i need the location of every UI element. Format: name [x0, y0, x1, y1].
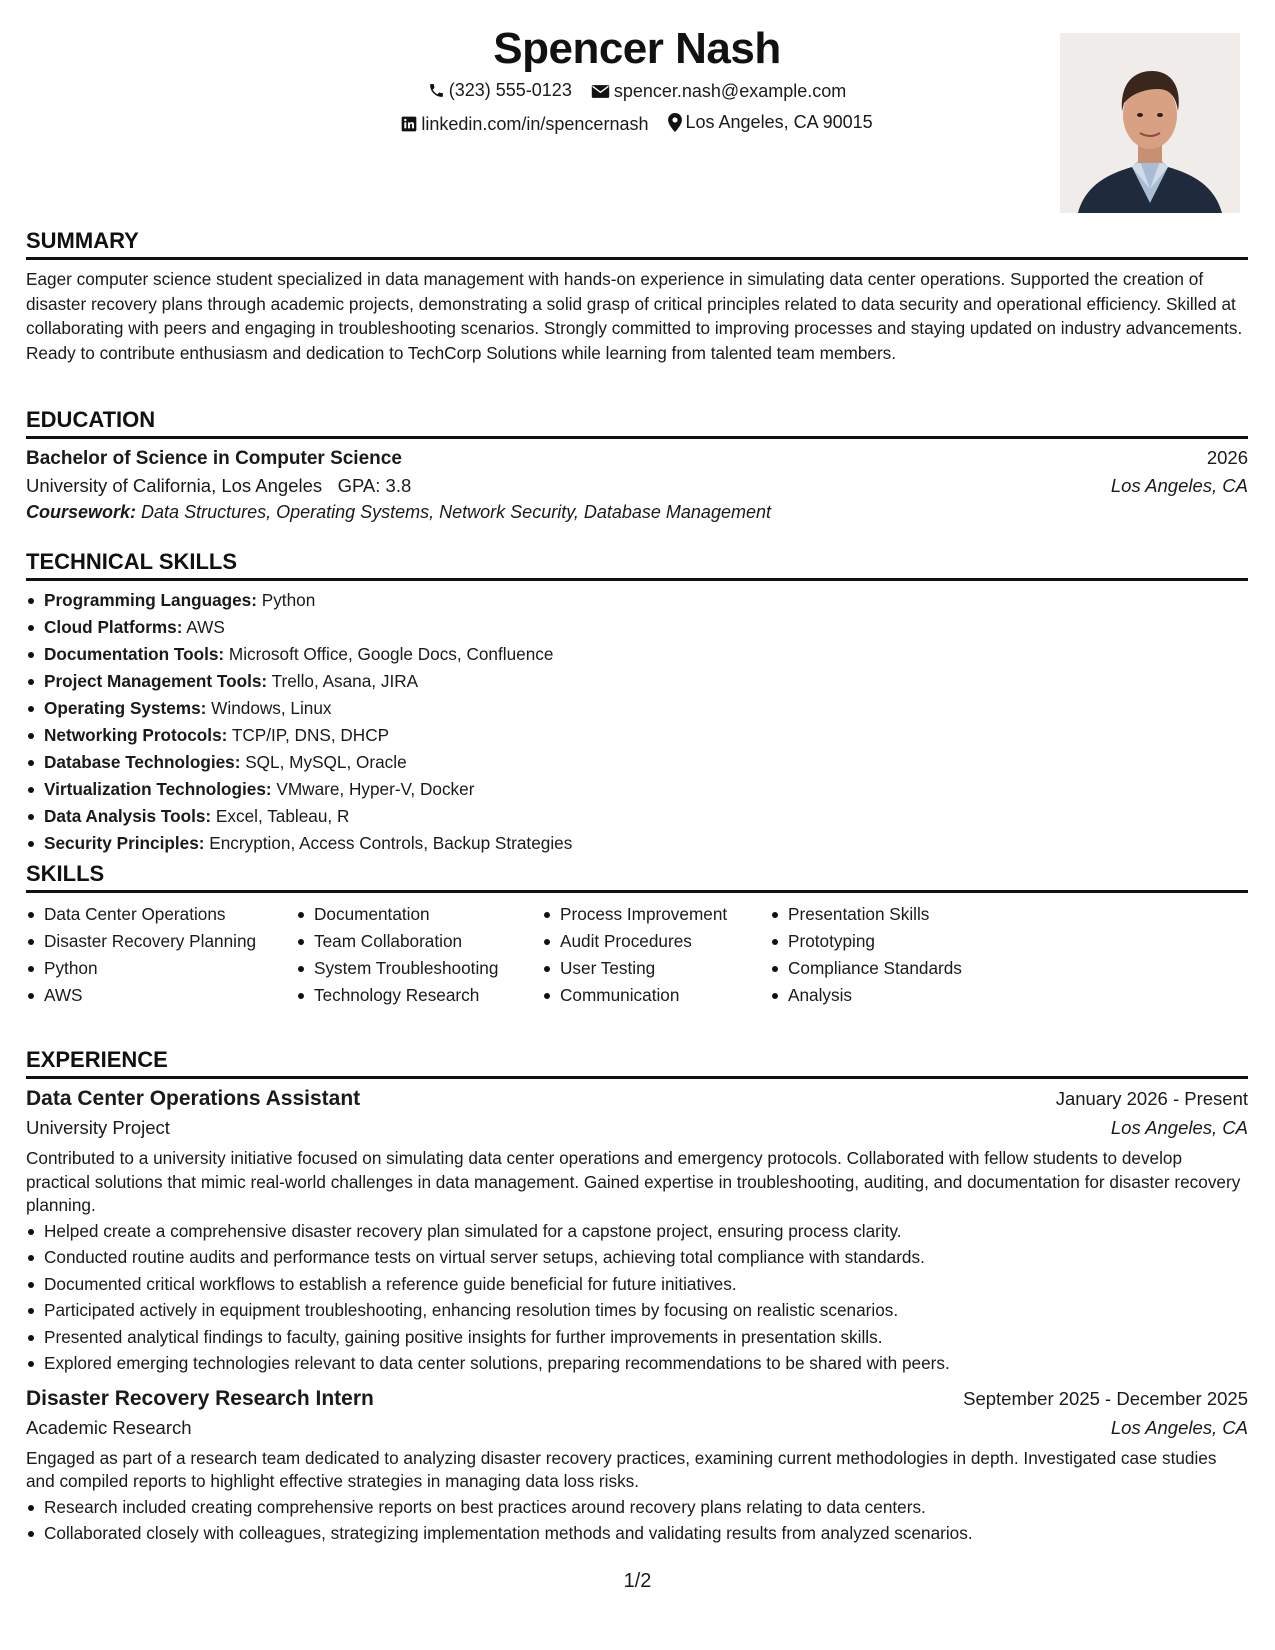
summary-section	[26, 226, 1248, 365]
degree-row	[26, 447, 1248, 470]
list-item	[26, 695, 1248, 722]
envelope-icon	[591, 84, 610, 99]
skill-values: Excel, Tableau, R	[215, 806, 350, 826]
skills-heading: SKILLS	[26, 861, 105, 886]
contact-location	[668, 112, 873, 133]
job-title-row	[26, 1387, 1248, 1411]
list-item: Presentation Skills	[770, 901, 1030, 928]
resume-header	[26, 20, 1248, 220]
skill-values: SQL, MySQL, Oracle	[245, 752, 407, 772]
skills-column-1	[26, 901, 296, 1009]
list-item: Helped create a comprehensive disaster recovery plan simulated for a capstone project, ensuring process clarity.	[26, 1218, 1248, 1245]
skill-category: Data Analysis Tools:	[44, 806, 212, 826]
list-item	[26, 641, 1248, 668]
list-item: User Testing	[542, 955, 770, 982]
skill-values: Trello, Asana, JIRA	[271, 671, 419, 691]
section-divider	[26, 436, 1248, 439]
technical-skills-heading: TECHNICAL SKILLS	[26, 549, 238, 574]
contact-email[interactable]	[591, 81, 846, 102]
list-item	[26, 587, 1248, 614]
linkedin-icon	[401, 116, 417, 132]
coursework-list: Data Structures, Operating Systems, Network Security, Database Management	[141, 502, 771, 522]
skills-column-4	[770, 901, 1030, 1009]
skill-category: Operating Systems:	[44, 698, 207, 718]
list-item: Documented critical workflows to establish a reference guide beneficial for future initiatives.	[26, 1271, 1248, 1298]
experience-entry	[26, 1387, 1248, 1547]
job-dates: September 2025 - December 2025	[963, 1387, 1248, 1409]
page-number: 1/2	[623, 1570, 652, 1592]
portrait-image	[1060, 33, 1240, 213]
section-divider	[26, 578, 1248, 581]
list-item: Analysis	[770, 982, 1030, 1009]
job-location: Los Angeles, CA	[1110, 1416, 1248, 1438]
school-location: Los Angeles, CA	[1110, 475, 1248, 496]
list-item: Process Improvement	[542, 901, 770, 928]
list-item	[26, 668, 1248, 695]
list-item: System Troubleshooting	[296, 955, 542, 982]
list-item	[26, 722, 1248, 749]
job-title: Data Center Operations Assistant	[26, 1087, 361, 1110]
list-item: Participated actively in equipment troubleshooting, enhancing resolution times by focusing on realistic scenarios.	[26, 1297, 1248, 1324]
skills-column-3	[542, 901, 770, 1009]
skill-category: Cloud Platforms:	[44, 617, 183, 637]
section-divider	[26, 1076, 1248, 1079]
list-item	[26, 830, 1248, 857]
list-item: Python	[26, 955, 296, 982]
education-heading: EDUCATION	[26, 407, 156, 432]
location-text: Los Angeles, CA 90015	[685, 112, 873, 132]
experience-entry	[26, 1087, 1248, 1377]
skill-values: Microsoft Office, Google Docs, Confluence	[228, 644, 554, 664]
skill-values: VMware, Hyper-V, Docker	[276, 779, 475, 799]
skills-grid	[26, 901, 1248, 1009]
job-org-row	[26, 1117, 1248, 1139]
job-organization: Academic Research	[26, 1416, 192, 1438]
contact-linkedin[interactable]	[401, 114, 648, 135]
skills-column-2	[296, 901, 542, 1009]
education-section	[26, 405, 1248, 523]
list-item: Conducted routine audits and performance tests on virtual server setups, achieving total compliance with standards.	[26, 1244, 1248, 1271]
graduation-year: 2026	[1206, 447, 1248, 468]
experience-heading: EXPERIENCE	[26, 1047, 168, 1072]
job-bullets	[26, 1494, 1248, 1547]
school-line	[26, 475, 411, 497]
job-title-row	[26, 1087, 1248, 1111]
technical-skills-list	[26, 587, 1248, 857]
skill-values: Encryption, Access Controls, Backup Strategies	[209, 833, 573, 853]
list-item: Audit Procedures	[542, 928, 770, 955]
skill-category: Programming Languages:	[44, 590, 257, 610]
profile-photo	[1060, 33, 1240, 213]
school-name: University of California, Los Angeles	[26, 475, 323, 496]
job-description: Contributed to a university initiative focused on simulating data center operations and emergency protocols. Collaborated with fellow students to develop practical solutions that mimic real-world challenges in data management. Gained expertise in troubleshooting, auditing, and documentation for disaster recovery planning.	[26, 1148, 1241, 1215]
list-item: Communication	[542, 982, 770, 1009]
list-item	[26, 803, 1248, 830]
list-item: Team Collaboration	[296, 928, 542, 955]
skill-category: Documentation Tools:	[44, 644, 225, 664]
list-item: Data Center Operations	[26, 901, 296, 928]
list-item: Collaborated closely with colleagues, strategizing implementation methods and validating results from analyzed scenarios.	[26, 1520, 1248, 1547]
list-item: Documentation	[296, 901, 542, 928]
skill-category: Virtualization Technologies:	[44, 779, 272, 799]
job-dates: January 2026 - Present	[1055, 1088, 1248, 1109]
skill-category: Project Management Tools:	[44, 671, 268, 691]
summary-heading: SUMMARY	[26, 228, 139, 253]
technical-skills-section	[26, 547, 1248, 857]
resume-page	[26, 0, 1248, 1650]
list-item	[26, 614, 1248, 641]
coursework-line	[26, 502, 1248, 523]
coursework-label: Coursework:	[26, 502, 137, 522]
list-item: Prototyping	[770, 928, 1030, 955]
list-item: Technology Research	[296, 982, 542, 1009]
skill-values: Python	[261, 590, 316, 610]
phone-icon	[428, 82, 445, 99]
job-description: Engaged as part of a research team dedicated to analyzing disaster recovery practices, examining current methodologies in depth. Investigated case studies and compiled reports to highlight effective strategies in managing data loss risks.	[26, 1447, 1217, 1491]
job-location: Los Angeles, CA	[1110, 1117, 1248, 1138]
summary-text: Eager computer science student specialized in data management with hands-on experience in simulating data center operations. Supported the creation of disaster recovery plans through academic projects, demonstrating a solid grasp of critical principles related to data security and operational efficiency. Skilled at collaborating with peers and engaging in troubleshooting scenarios. Strongly committed to improving processes and staying updated on industry advancements. Ready to contribute enthusiasm and dedication to TechCorp Solutions while learning from talented team members.	[26, 269, 1243, 363]
degree-title: Bachelor of Science in Computer Science	[26, 448, 402, 469]
gpa: GPA: 3.8	[337, 475, 412, 496]
skills-section	[26, 859, 1248, 1009]
list-item: Compliance Standards	[770, 955, 1030, 982]
job-bullets	[26, 1218, 1248, 1377]
job-organization: University Project	[26, 1117, 170, 1138]
map-pin-icon	[668, 113, 682, 132]
list-item: Presented analytical findings to faculty, gaining positive insights for further improvements in presentation skills.	[26, 1324, 1248, 1351]
list-item	[26, 749, 1248, 776]
list-item	[26, 776, 1248, 803]
list-item: Research included creating comprehensive reports on best practices around recovery plans relating to data centers.	[26, 1494, 1248, 1521]
skill-category: Security Principles:	[44, 833, 205, 853]
section-divider	[26, 257, 1248, 260]
job-title: Disaster Recovery Research Intern	[26, 1386, 374, 1410]
skill-values: Windows, Linux	[211, 698, 332, 718]
contact-phone[interactable]	[428, 80, 572, 101]
candidate-name: Spencer Nash	[493, 24, 781, 73]
skill-values: AWS	[186, 617, 225, 637]
phone-text: (323) 555-0123	[448, 80, 572, 100]
section-divider	[26, 890, 1248, 893]
skill-category: Networking Protocols:	[44, 725, 228, 745]
school-row	[26, 475, 1248, 497]
linkedin-text: linkedin.com/in/spencernash	[421, 113, 649, 134]
list-item: Disaster Recovery Planning	[26, 928, 296, 955]
experience-section	[26, 1045, 1248, 1547]
list-item: AWS	[26, 982, 296, 1009]
skill-category: Database Technologies:	[44, 752, 241, 772]
email-text: spencer.nash@example.com	[613, 81, 847, 101]
list-item: Explored emerging technologies relevant to data center solutions, preparing recommendations to be shared with peers.	[26, 1350, 1248, 1377]
skill-values: TCP/IP, DNS, DHCP	[231, 725, 390, 745]
job-org-row	[26, 1417, 1248, 1439]
